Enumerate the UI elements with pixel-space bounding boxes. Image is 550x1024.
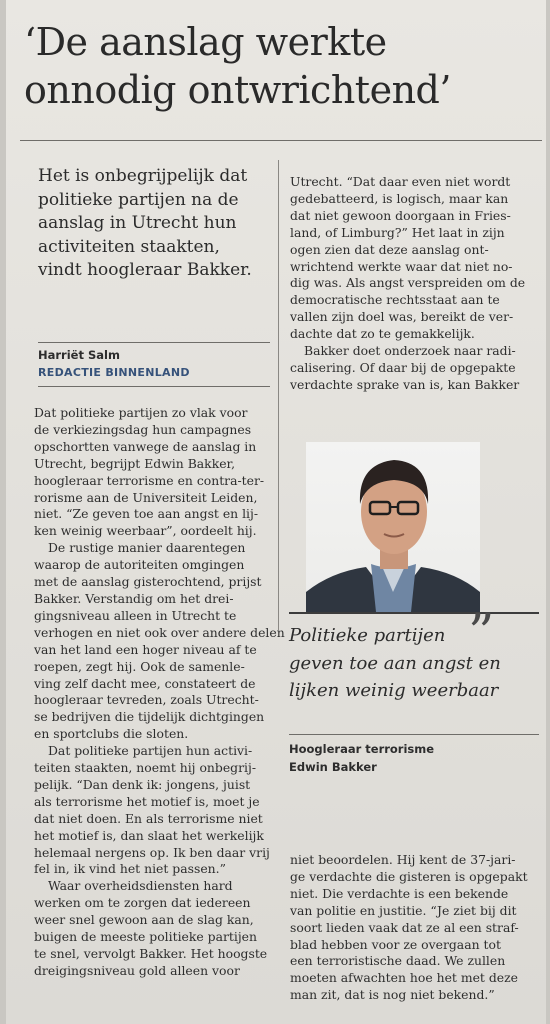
quote-line: Politieke partijen [289,625,446,646]
text-line: gedebatteerd, is logisch, maar kan [290,190,509,206]
text-line: verdachte sprake van is, kan Bakker [290,376,520,392]
text-line: teiten staakten, noemt hij onbegrij- [34,760,257,776]
headline [24,18,544,114]
intro-line: aanslag in Utrecht hun [38,213,237,233]
text-line: Bakker. Verstandig om het drei- [34,590,234,606]
text-line: Utrecht, begrijpt Edwin Bakker, [34,455,236,471]
text-line: Dat politieke partijen zo vlak voor [34,405,248,420]
text-line: dachte dat zo te gemakkelijk. [290,326,475,342]
text-line: roepen, zegt hij. Ook de samenle- [34,658,245,674]
text-line: soort lieden vaak dat ze al een straf- [290,919,519,935]
text-line: hoogleraar tevreden, zoals Utrecht- [34,692,259,708]
text-line: ken weinig weerbaar”, oordeelt hij. [34,523,257,539]
author-name: Harriët Salm [38,348,120,362]
intro-text [38,165,273,283]
text-line: moeten afwachten hoe het met deze [290,970,518,986]
text-line: met de aanslag gisterochtend, prijst [34,574,262,590]
text-line: van het land een hoger niveau af te [34,641,257,657]
text-line: rorisme aan de Universiteit Leiden, [34,489,258,505]
quote-source-title: Hoogleraar terrorisme [289,742,435,756]
desk-label: REDACTIE BINNENLAND [38,366,190,379]
headline-line: ‘De aanslag werkte [24,20,387,64]
quote-top-rule [289,612,539,614]
quote-line: lijken weinig weerbaar [289,680,499,701]
text-line: Dat politieke partijen hun activi- [48,743,253,759]
text-line: Utrecht. “Dat daar even niet wordt [290,174,511,189]
text-line: niet beoordelen. Hij kent de 37-jari- [290,852,516,867]
newspaper-page [6,0,546,1024]
text-line: De rustige manier daarentegen [48,540,246,556]
headline-line: onnodig ontwrichtend’ [24,68,451,112]
intro-line: politieke partijen na de [38,189,239,210]
text-line: ving zelf dacht mee, constateert de [34,675,256,691]
text-line: blad hebben voor ze overgaan tot [290,936,501,952]
text-line: verhogen en niet ook over andere delen [34,624,285,640]
text-line: vallen zijn doel was, bereikt de ver- [290,309,514,325]
text-line: niet. “Ze geven toe aan angst en lij- [34,506,259,522]
text-line: opschortten vanwege de aanslag in [34,438,257,454]
text-line: gingsniveau alleen in Utrecht te [34,607,237,623]
text-line: ge verdachte die gisteren is opgepakt [290,868,528,884]
quote-mark-icon: ” [468,604,495,664]
text-line: hoogleraar terrorisme en contra-ter- [34,472,265,488]
text-line: fel in, ik vind het niet passen.” [34,861,226,877]
quote-bottom-rule [289,734,539,735]
headline-rule [20,140,542,141]
intro-line: vindt hoogleraar Bakker. [38,260,252,280]
text-line: te snel, vervolgt Bakker. Het hoogste [34,946,268,961]
right-column-bottom [290,852,528,1004]
text-line: en sportclubs die sloten. [34,726,189,742]
text-line: van politie en justitie. “Je ziet bij dit [290,902,517,918]
text-line: werken om te zorgen dat iedereen [34,895,251,911]
text-line: niet. Die verdachte is een bekende [290,885,509,901]
intro-line: activiteiten staakten, [38,236,220,257]
text-line: se bedrijven die tijdelijk dichtgingen [34,709,265,725]
text-line: Bakker doet onderzoek naar radi- [304,343,516,359]
author-photo [306,442,480,612]
byline-rule [38,342,270,343]
text-line: calisering. Of daar bij de opgepakte [290,359,516,375]
byline-rule-bottom [38,386,270,387]
text-line: land, of Limburg?” Het laat in zijn [290,224,505,240]
text-line: buigen de meeste politieke partijen [34,929,257,945]
text-line: Waar overheidsdiensten hard [48,878,233,894]
text-line: dat niet gewoon doorgaan in Fries- [290,207,511,223]
pull-quote [289,622,539,705]
text-line: dig was. Als angst verspreiden om de [290,275,526,291]
text-line: dat niet doen. En als terrorisme niet [34,810,263,826]
text-line: een terroristische daad. We zullen [290,953,506,969]
text-line: ogen zien dat deze aanslag ont- [290,241,489,257]
quote-source-name: Edwin Bakker [289,760,377,774]
text-line: helemaal nergens op. Ik ben daar vrij [34,844,270,860]
left-column [34,405,285,980]
text-line: pelijk. “Dan denk ik: jongens, juist [34,776,251,792]
text-line: man zit, dat is nog niet bekend.” [290,987,495,1003]
text-line: wrichtend werkte waar dat niet no- [290,258,513,274]
quote-line: geven toe aan angst en [289,652,501,674]
text-line: waarop de autoriteiten omgingen [34,557,245,573]
text-line: democratische rechtsstaat aan te [290,292,500,308]
text-line: het motief is, dan slaat het werkelijk [34,827,264,843]
portrait-image [306,442,480,612]
text-line: de verkiezingsdag hun campagnes [34,421,252,437]
text-line: als terrorisme het motief is, moet je [34,793,260,809]
text-line: dreigingsniveau gold alleen voor [34,962,240,978]
right-column-top [290,174,525,394]
text-line: weer snel gewoon aan de slag kan, [34,912,254,928]
intro-line: Het is onbegrijpelijk dat [38,166,248,186]
